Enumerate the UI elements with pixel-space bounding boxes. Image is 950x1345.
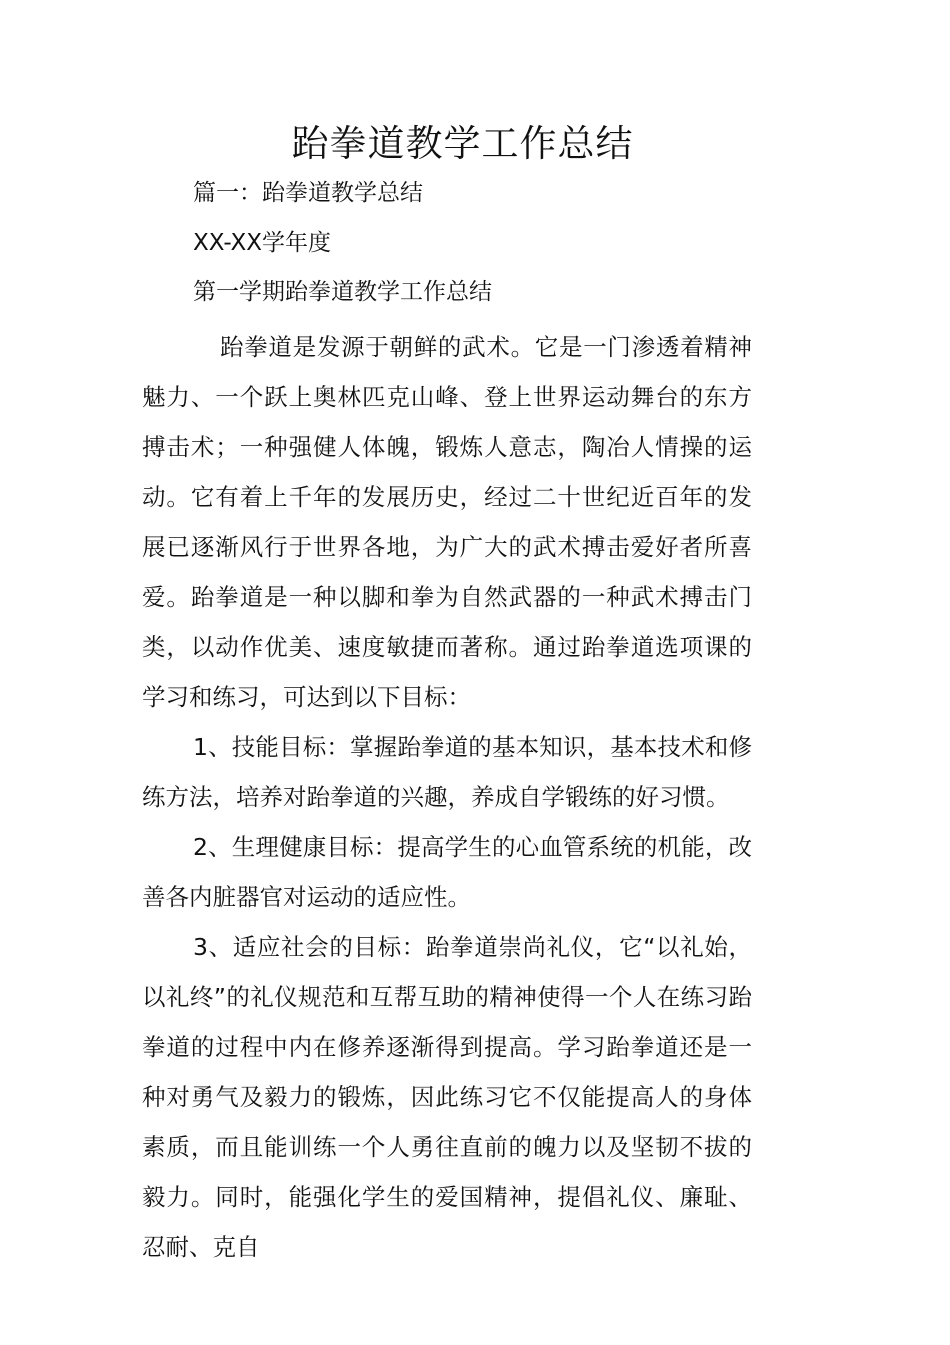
body-text — [142, 322, 752, 1272]
goal-paragraph-health: 2、生理健康目标：提高学生的心血管系统的机能，改善各内脏器官对运动的适应性。 — [142, 833, 752, 911]
academic-year-line: XX-XX学年度 — [193, 230, 332, 256]
term-title-line: 第一学期跆拳道教学工作总结 — [193, 279, 492, 305]
goal-paragraph-skill: 1、技能目标：掌握跆拳道的基本知识，基本技术和修练方法，培养对跆拳道的兴趣，养成自学锻练的好习惯。 — [142, 733, 752, 811]
intro-paragraph: 跆拳道是发源于朝鲜的武术。它是一门渗透着精神魅力、一个跃上奥林匹克山峰、登上世界运动舞台的东方搏击术；一种强健人体魄，锻炼人意志，陶冶人情操的运动。它有着上千年的发展历史，经过二十世纪近百年的发展已逐渐风行于世界各地，为广大的武术搏击爱好者所喜爱。跆拳道是一种以脚和拳为自然武器的一种武术搏击门类，以动作优美、速度敏捷而著称。通过跆拳道选项课的学习和练习，可达到以下目标： — [142, 333, 752, 711]
document-title: 跆拳道教学工作总结 — [291, 122, 634, 165]
goal-paragraph-social: 3、适应社会的目标：跆拳道崇尚礼仪，它“以礼始，以礼终”的礼仪规范和互帮互助的精神使得一个人在练习跆拳道的过程中内在修养逐渐得到提高。学习跆拳道还是一种对勇气及毅力的锻炼，因此练习它不仅能提高人的身体素质，而且能训练一个人勇往直前的魄力以及坚韧不拔的毅力。同时，能强化学生的爱国精神，提倡礼仪、廉耻、忍耐、克自 — [142, 933, 752, 1261]
subheading: 篇一：跆拳道教学总结 — [193, 180, 423, 206]
